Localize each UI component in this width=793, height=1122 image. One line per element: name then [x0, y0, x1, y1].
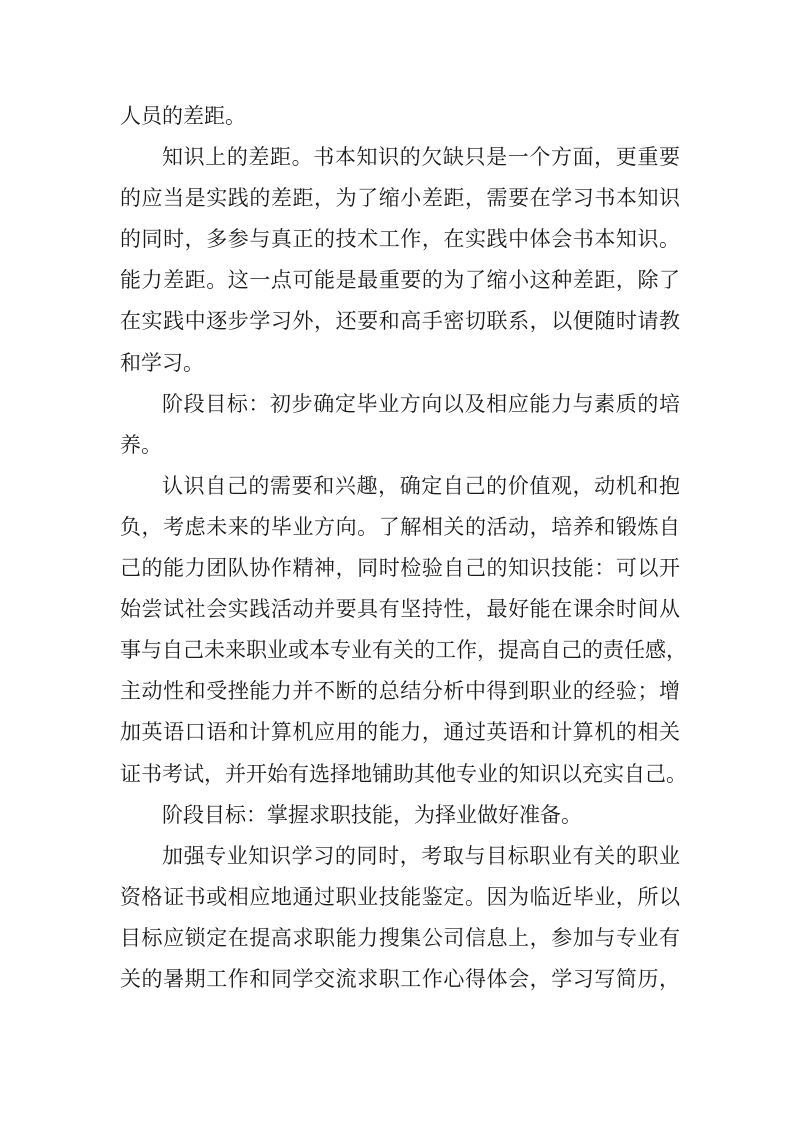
text-line: 人员的差距。 — [120, 104, 246, 128]
text-line: 证书考试，并开始有选择地铺助其他专业的知识以充实自己。 — [120, 761, 687, 786]
paragraph-first-line: 认识自己的需要和兴趣，确定自己的价值观，动机和抱 — [162, 473, 680, 498]
paragraph-first-line: 阶段目标：掌握求职技能，为择业做好准备。 — [162, 802, 582, 827]
text-line: 目标应锁定在提高求职能力搜集公司信息上，参加与专业有 — [120, 925, 680, 950]
text-line: 己的能力团队协作精神，同时检验自己的知识技能：可以开 — [120, 556, 680, 581]
text-line: 事与自己未来职业或本专业有关的工作，提高自己的责任感， — [120, 638, 687, 663]
document-body — [120, 96, 687, 1000]
text-line: 能力差距。这一点可能是最重要的为了缩小这种差距，除了 — [120, 268, 680, 293]
text-line: 的应当是实践的差距，为了缩小差距，需要在学习书本知识 — [120, 186, 680, 211]
text-line: 加英语口语和计算机应用的能力，通过英语和计算机的相关 — [120, 720, 680, 745]
paragraph-first-line: 阶段目标：初步确定毕业方向以及相应能力与素质的培 — [162, 391, 680, 416]
text-line: 关的暑期工作和同学交流求职工作心得体会，学习写简历， — [120, 966, 680, 991]
text-line: 在实践中逐步学习外，还要和高手密切联系，以便随时请教 — [120, 309, 680, 334]
text-line: 资格证书或相应地通过职业技能鉴定。因为临近毕业，所以 — [120, 884, 680, 909]
text-line: 始尝试社会实践活动并要具有坚持性，最好能在课余时间从 — [120, 597, 680, 622]
paragraph-first-line: 知识上的差距。书本知识的欠缺只是一个方面，更重要 — [162, 145, 680, 170]
text-line: 负，考虑未来的毕业方向。了解相关的活动，培养和锻炼自 — [120, 514, 680, 539]
paragraph-first-line: 加强专业知识学习的同时，考取与目标职业有关的职业 — [162, 843, 680, 868]
text-line: 养。 — [120, 432, 162, 457]
text-line: 和学习。 — [120, 350, 204, 375]
text-line: 的同时，多参与真正的技术工作，在实践中体会书本知识。 — [120, 227, 680, 252]
text-line: 主动性和受挫能力并不断的总结分析中得到职业的经验；增 — [120, 679, 680, 704]
